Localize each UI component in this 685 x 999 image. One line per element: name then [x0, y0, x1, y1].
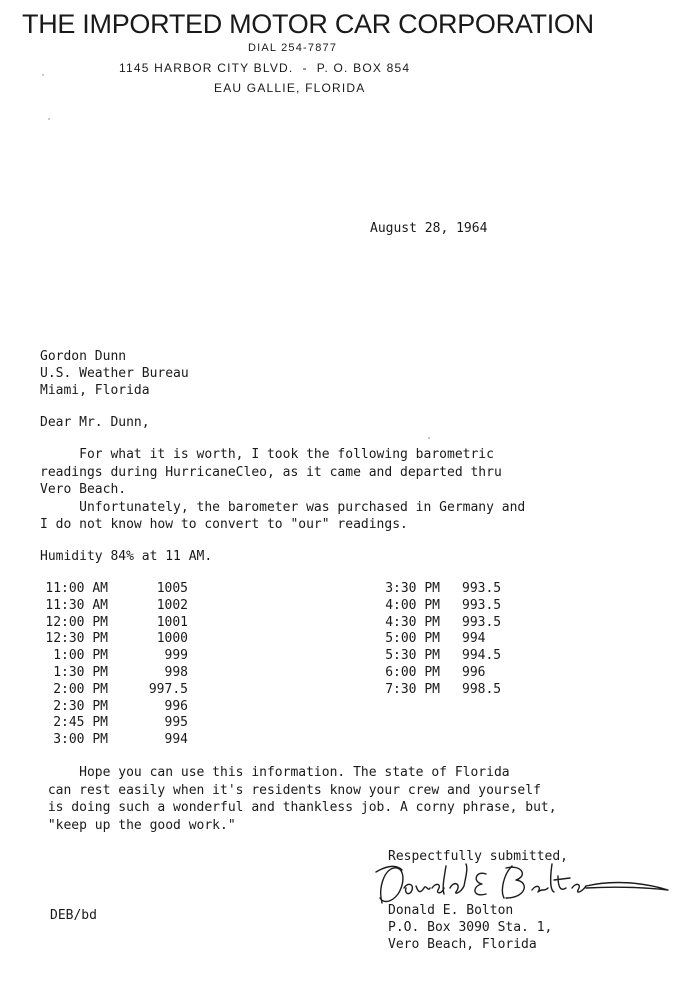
reading-value: 994: [462, 631, 486, 647]
reading-row: [380, 581, 501, 598]
reading-row: [40, 615, 188, 632]
reading-time: 12:00 PM: [45, 614, 108, 630]
reading-row: [380, 631, 501, 648]
reading-time: 1:30 PM: [53, 664, 108, 680]
letter-date: August 28, 1964: [370, 221, 488, 236]
reading-time: 4:30 PM: [385, 614, 440, 630]
paragraph-line: I do not know how to convert to "our" readings.: [40, 517, 408, 532]
reading-time: 7:30 PM: [385, 681, 440, 697]
signature-block: [388, 902, 552, 953]
reading-time: 2:45 PM: [53, 715, 108, 731]
reading-row: [40, 665, 188, 682]
salutation: Dear Mr. Dunn,: [40, 415, 150, 430]
reading-value: 1001: [156, 614, 188, 630]
paragraph-line: Vero Beach.: [40, 482, 127, 497]
paragraph-line: is doing such a wonderful and thankless job. A corny phrase, but,: [40, 800, 557, 815]
humidity-note: Humidity 84% at 11 AM.: [40, 549, 213, 564]
closing: Respectfully submitted,: [388, 849, 569, 864]
paragraph-line: Unfortunately, the barometer was purchased in Germany and: [40, 499, 526, 515]
recipient-city: Miami, Florida: [40, 383, 150, 398]
recipient-org: U.S. Weather Bureau: [40, 366, 189, 381]
reading-value: 993.5: [462, 581, 502, 596]
reading-row: [40, 581, 188, 598]
letterhead-city: EAU GALLIE, FLORIDA: [214, 81, 366, 95]
reading-row: [40, 648, 188, 665]
reading-value: 997.5: [148, 681, 188, 697]
body-paragraph-2: [40, 764, 557, 834]
reading-time: 11:30 AM: [45, 597, 108, 613]
reading-time: 2:00 PM: [53, 681, 108, 697]
letterhead-phone: DIAL 254-7877: [248, 42, 338, 54]
paragraph-line: For what it is worth, I took the following barometric: [40, 447, 494, 462]
readings-table-left: [40, 581, 188, 749]
readings-table-right: [380, 581, 501, 699]
reading-time: 5:00 PM: [385, 631, 440, 647]
body-paragraph-1: [40, 446, 525, 534]
reading-time: 1:00 PM: [53, 648, 108, 664]
recipient-name: Gordon Dunn: [40, 349, 127, 364]
letterhead-company: THE IMPORTED MOTOR CAR CORPORATION: [22, 9, 594, 39]
paragraph-line: "keep up the good work.": [40, 817, 236, 833]
reading-value: 1000: [156, 631, 188, 647]
paper-speck: [48, 118, 50, 120]
reading-row: [380, 615, 501, 632]
reading-time: 5:30 PM: [385, 648, 440, 664]
reading-time: 2:30 PM: [53, 698, 108, 714]
reading-time: 4:00 PM: [385, 597, 440, 613]
paper-speck: [42, 74, 44, 76]
reading-row: [380, 665, 501, 682]
reading-time: 3:30 PM: [385, 581, 440, 596]
typist-initials: DEB/bd: [50, 908, 97, 923]
reading-value: 998: [164, 664, 188, 680]
paragraph-line: Hope you can use this information. The state of Florida: [40, 765, 510, 780]
signer-city: Vero Beach, Florida: [388, 937, 537, 952]
reading-value: 1005: [156, 581, 188, 596]
paragraph-line: can rest easily when it's residents know your crew and yourself: [40, 782, 541, 798]
letterhead-address-text: 1145 HARBOR CITY BLVD. - P. O. BOX 854: [119, 61, 411, 75]
paragraph-line: readings during HurricaneCleo, as it came and departed thru: [40, 464, 502, 480]
reading-value: 993.5: [462, 597, 502, 613]
reading-value: 994.5: [462, 648, 502, 664]
reading-time: 11:00 AM: [45, 581, 108, 596]
reading-value: 999: [164, 648, 188, 664]
reading-row: [40, 598, 188, 615]
letterhead-address: [119, 61, 410, 75]
reading-value: 996: [164, 698, 188, 714]
reading-row: [40, 682, 188, 699]
signer-name: Donald E. Bolton: [388, 903, 514, 918]
reading-time: 6:00 PM: [385, 664, 440, 680]
reading-row: [40, 699, 188, 716]
reading-value: 996: [462, 664, 486, 680]
paper-speck: [428, 437, 430, 439]
reading-row: [40, 732, 188, 749]
reading-row: [380, 682, 501, 699]
signer-address: P.O. Box 3090 Sta. 1,: [388, 920, 553, 935]
reading-row: [40, 715, 188, 732]
reading-row: [380, 598, 501, 615]
reading-row: [40, 631, 188, 648]
reading-value: 994: [164, 732, 188, 748]
reading-value: 995: [164, 715, 188, 731]
reading-row: [380, 648, 501, 665]
reading-value: 1002: [156, 597, 188, 613]
reading-value: 998.5: [462, 681, 502, 697]
recipient-block: [40, 348, 189, 399]
reading-time: 3:00 PM: [53, 732, 108, 748]
reading-value: 993.5: [462, 614, 502, 630]
reading-time: 12:30 PM: [45, 631, 108, 647]
